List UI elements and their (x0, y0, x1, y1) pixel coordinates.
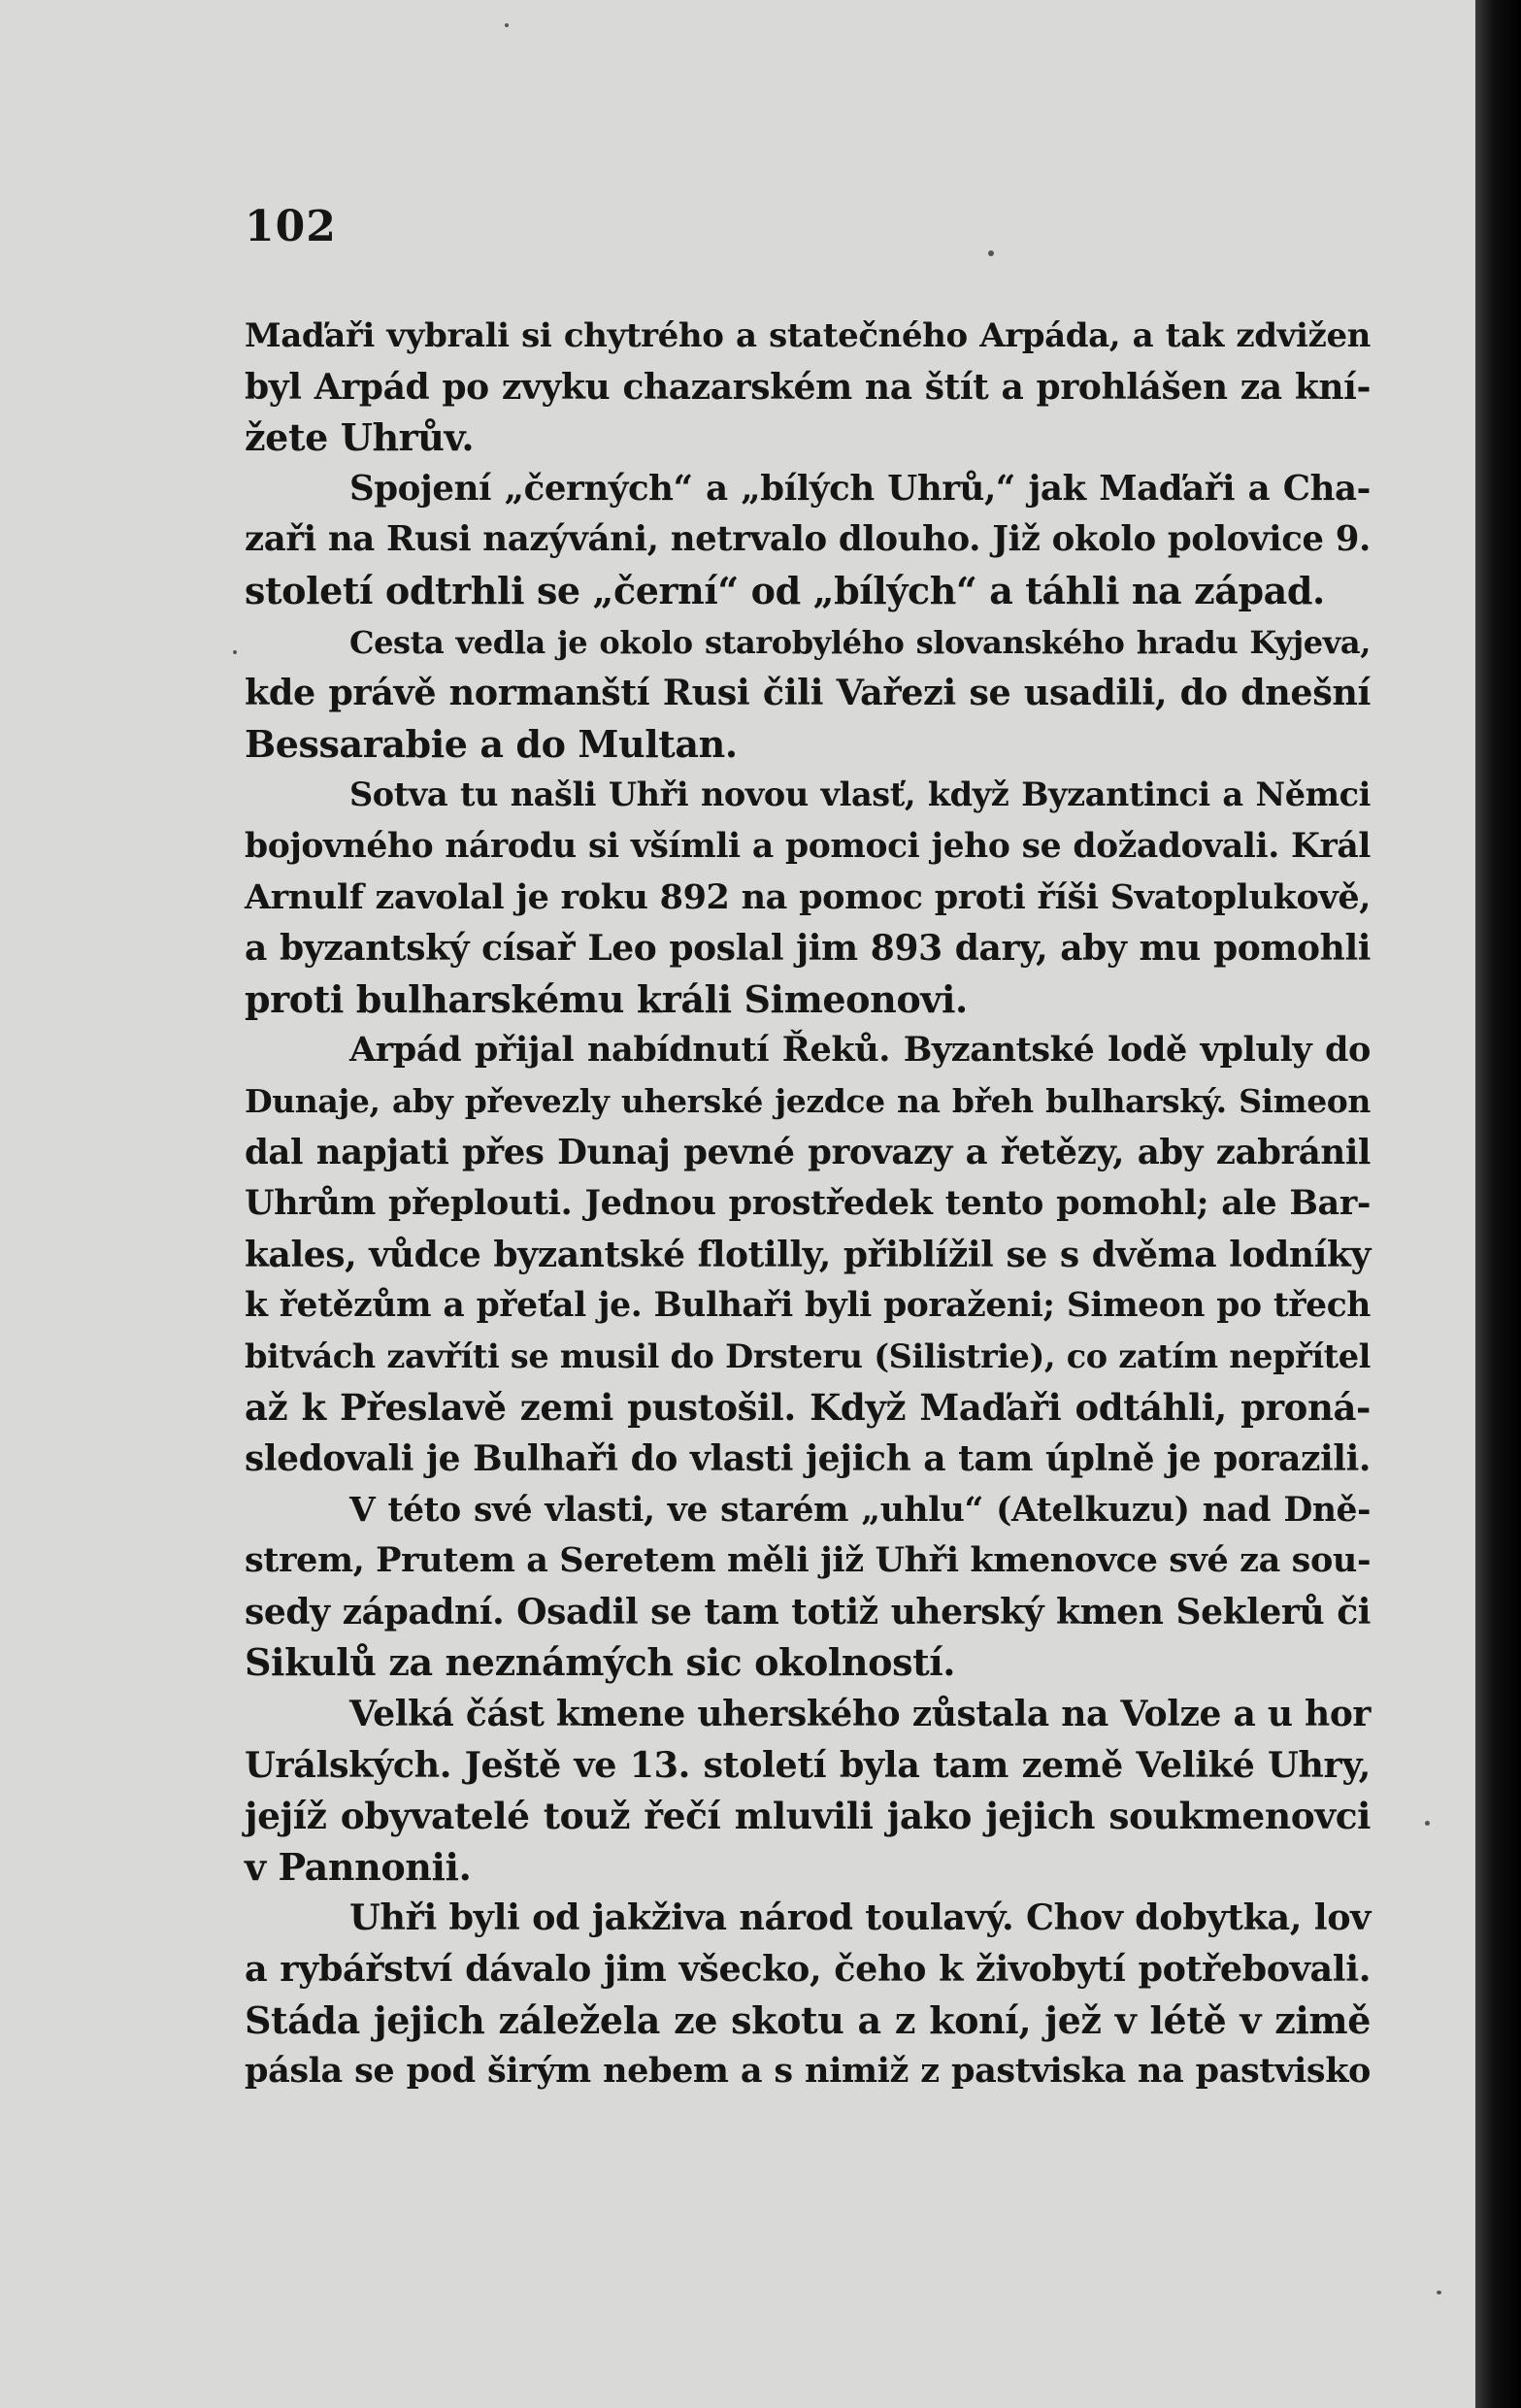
text-line: Velká část kmene uherského zůstala na Volze a u hor (349, 1694, 1371, 1735)
text-line: Arpád přijal nabídnutí Řeků. Byzantské lodě vpluly do (349, 1030, 1371, 1071)
text-line: Arnulf zavolal je roku 892 na pomoc proti říši Svatoplukově, (245, 876, 1371, 917)
text-line: V této své vlasti, ve starém „uhlu“ (Atelkuzu) nad Dně- (349, 1490, 1371, 1530)
text-line: až k Přeslavě zemi pustošil. Když Maďaři odtáhli, proná- (245, 1386, 1371, 1430)
text-line: a rybářství dávalo jim všecko, čeho k živobytí potřebovali. (245, 1948, 1371, 1990)
text-line: století odtrhli se „černí“ od „bílých“ a táhli na západ. (245, 568, 1325, 612)
scan-speck (988, 250, 994, 256)
text-line: Sikulů za neznámých sic okolností. (245, 1640, 956, 1685)
page-gutter (1475, 0, 1521, 2408)
text-line: Sotva tu našli Uhři novou vlasť, když Byzantinci a Němci (349, 775, 1371, 814)
text-line: Spojení „černých“ a „bílých Uhrů,“ jak Maďaři a Cha- (349, 468, 1371, 509)
text-line: žete Uhrův. (245, 415, 475, 460)
scan-speck (1437, 2291, 1441, 2294)
text-line: dal napjati přes Dunaj pevné provazy a řetězy, aby zabránil (245, 1132, 1371, 1172)
text-line: bojovného národu si všímli a pomoci jeho se dožadovali. Král (245, 826, 1371, 866)
text-line: v Pannonii. (245, 1844, 472, 1889)
body-text (245, 311, 1371, 2097)
text-line: strem, Prutem a Seretem měli již Uhři kmenovce své za sou- (245, 1540, 1372, 1581)
text-line: sedy západní. Osadil se tam totiž uherský kmen Seklerů či (245, 1591, 1371, 1633)
text-line: Maďaři vybrali si chytrého a statečného Arpáda, a tak zdvižen (245, 316, 1371, 355)
text-line: pásla se pod širým nebem a s nimiž z pastviska na pastvisko (245, 2051, 1371, 2092)
text-line: Urálských. Ještě ve 13. století byla tam země Veliké Uhry, (245, 1743, 1371, 1786)
scan-speck (505, 23, 509, 27)
text-line: a byzantský císař Leo poslal jim 893 dary, aby mu pomohli (245, 928, 1371, 970)
scan-speck (1425, 1821, 1430, 1826)
text-line: Uhrům přeplouti. Jednou prostředek tento pomohl; ale Bar- (245, 1183, 1371, 1224)
text-line: Dunaje, aby převezly uherské jezdce na břeh bulharský. Simeon (245, 1081, 1371, 1120)
text-line: jejíž obyvatelé touž řečí mluvili jako jejich soukmenovci (245, 1795, 1371, 1838)
text-line: k řetězům a přeťal je. Bulhaři byli poraženi; Simeon po třech (245, 1286, 1371, 1326)
page-number: 102 (245, 202, 337, 251)
text-line: byl Arpád po zvyku chazarském na štít a prohlášen za kní- (245, 366, 1371, 408)
text-line: Bessarabie a do Multan. (245, 721, 738, 766)
text-line: kales, vůdce byzantské flotilly, přiblížil se s dvěma lodníky (245, 1234, 1371, 1275)
text-line: zaři na Rusi nazýváni, netrvalo dlouho. Již okolo polovice 9. (245, 519, 1371, 560)
text-line: Uhři byli od jakživa národ toulavý. Chov dobytka, lov (349, 1897, 1371, 1939)
scan-speck (233, 650, 237, 654)
text-line: bitvách zavříti se musil do Drsteru (Silistrie), co zatím nepřítel (245, 1336, 1371, 1375)
text-line: sledovali je Bulhaři do vlasti jejich a tam úplně je porazili. (245, 1438, 1371, 1480)
text-line: proti bulharskému králi Simeonovi. (245, 976, 968, 1021)
text-line: Cesta vedla je okolo starobylého slovanského hradu Kyjeva, (349, 623, 1371, 661)
text-line: kde právě normanští Rusi čili Vařezi se usadili, do dnešní (245, 672, 1371, 714)
text-line: Stáda jejich záležela ze skotu a z koní, jež v létě v zimě (245, 1997, 1371, 2042)
